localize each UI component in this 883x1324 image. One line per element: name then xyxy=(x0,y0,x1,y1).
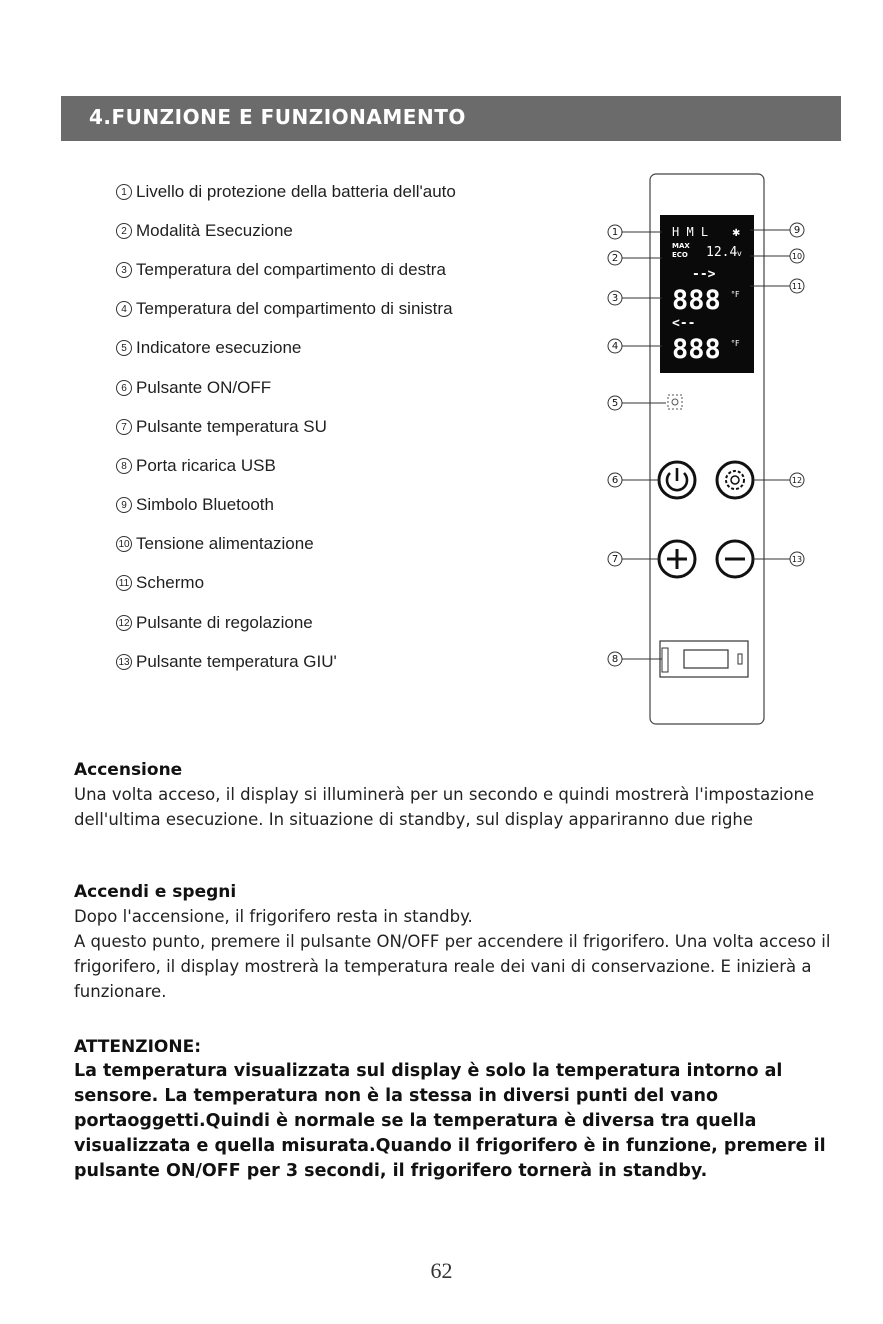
accendi-paragraph-1: Dopo l'accensione, il frigorifero resta in standby. xyxy=(74,907,473,926)
legend-number: 10 xyxy=(116,536,132,552)
temp-down-button[interactable] xyxy=(717,541,753,577)
section-title: 4.FUNZIONE E FUNZIONAMENTO xyxy=(89,105,466,129)
legend-label: Livello di protezione della batteria dell'auto xyxy=(136,181,456,201)
section-header xyxy=(61,96,841,141)
control-panel-diagram xyxy=(600,170,830,730)
attenzione-paragraph: La temperatura visualizzata sul display è solo la temperatura intorno al sensore. La temperatura non è la stessa in diversi punti del vano portaoggetti.Quindi è normale se la temperatura è diversa tra quella visualizzata e quella misurata.Quando il frigorifero è in funzione, premere il pulsante ON/OFF per 3 secondi, il frigorifero tornerà in standby. xyxy=(74,1061,826,1181)
legend-item xyxy=(116,642,456,681)
legend-number: 3 xyxy=(116,262,132,278)
svg-text:4: 4 xyxy=(611,341,619,352)
legend-list xyxy=(116,172,456,681)
temp-up-button[interactable] xyxy=(659,541,695,577)
legend-number: 1 xyxy=(116,184,132,200)
page-number: 62 xyxy=(430,1258,453,1283)
right-temp-unit: °F xyxy=(731,290,740,299)
legend-item xyxy=(116,368,456,407)
svg-text:8: 8 xyxy=(611,654,619,665)
legend-item xyxy=(116,446,456,485)
svg-text:1: 1 xyxy=(611,227,619,238)
legend-number: 7 xyxy=(116,419,132,435)
accensione-paragraph: Una volta acceso, il display si illuminerà per un secondo e quindi mostrerà l'impostazione dell'ultima esecuzione. In situazione di standby, sul display appariranno due righe xyxy=(74,785,815,829)
svg-text:9: 9 xyxy=(793,225,801,236)
legend-number: 11 xyxy=(116,575,132,591)
legend-label: Indicatore esecuzione xyxy=(136,338,302,358)
accendi-section xyxy=(74,880,834,1004)
legend-label: Pulsante di regolazione xyxy=(136,612,313,632)
legend-number: 5 xyxy=(116,340,132,356)
legend-item xyxy=(116,329,456,368)
legend-item xyxy=(116,290,456,329)
legend-item xyxy=(116,603,456,642)
legend-item xyxy=(116,486,456,525)
legend-label: Modalità Esecuzione xyxy=(136,220,293,240)
legend-number: 4 xyxy=(116,301,132,317)
legend-number: 8 xyxy=(116,458,132,474)
right-arrow-icon: --> xyxy=(692,267,716,282)
max-label: MAX xyxy=(672,242,690,250)
legend-label: Temperatura del compartimento di destra xyxy=(136,259,446,279)
svg-text:6: 6 xyxy=(611,475,619,486)
legend-label: Temperatura del compartimento di sinistra xyxy=(136,299,453,319)
accensione-section xyxy=(74,758,834,832)
accendi-paragraph-2: A questo punto, premere il pulsante ON/OFF per accendere il frigorifero. Una volta acceso il frigorifero, il display mostrerà la temperatura reale dei vani di conservazione. E inizierà a funzionare. xyxy=(74,932,831,1001)
accensione-heading: Accensione xyxy=(74,760,183,780)
svg-text:11: 11 xyxy=(791,282,803,291)
legend-number: 6 xyxy=(116,380,132,396)
legend-number: 9 xyxy=(116,497,132,513)
legend-label: Pulsante temperatura GIU' xyxy=(136,651,337,671)
legend-number: 13 xyxy=(116,654,132,670)
svg-text:13: 13 xyxy=(791,555,803,564)
legend-label: Simbolo Bluetooth xyxy=(136,495,274,515)
legend-item xyxy=(116,172,456,211)
legend-label: Pulsante temperatura SU xyxy=(136,416,327,436)
voltage-value: 12.4 xyxy=(706,245,738,260)
legend-number: 2 xyxy=(116,223,132,239)
legend-item xyxy=(116,564,456,603)
voltage-unit: v xyxy=(737,249,742,258)
accendi-heading: Accendi e spegni xyxy=(74,882,237,902)
left-temp-unit: °F xyxy=(731,339,740,348)
usb-port[interactable] xyxy=(660,641,748,677)
settings-button[interactable] xyxy=(717,462,753,498)
attenzione-heading: ATTENZIONE: xyxy=(74,1037,202,1057)
attenzione-section xyxy=(74,1035,834,1184)
power-button[interactable] xyxy=(659,462,695,498)
svg-text:12: 12 xyxy=(791,476,803,485)
svg-text:5: 5 xyxy=(611,398,619,409)
legend-item xyxy=(116,407,456,446)
legend-label: Schermo xyxy=(136,573,205,593)
hml-indicator: H M L xyxy=(672,225,709,239)
left-arrow-icon: <-- xyxy=(672,316,696,331)
legend-item xyxy=(116,250,456,289)
legend-label: Pulsante ON/OFF xyxy=(136,377,272,397)
legend-item xyxy=(116,211,456,250)
svg-text:3: 3 xyxy=(611,293,619,304)
eco-label: ECO xyxy=(672,251,688,259)
bluetooth-icon: ✱ xyxy=(732,228,741,239)
svg-text:10: 10 xyxy=(791,252,803,261)
legend-number: 12 xyxy=(116,615,132,631)
svg-text:7: 7 xyxy=(611,554,619,565)
legend-label: Porta ricarica USB xyxy=(136,455,276,475)
legend-label: Tensione alimentazione xyxy=(136,534,314,554)
left-temp-digits: 888 xyxy=(672,334,721,365)
legend-item xyxy=(116,525,456,564)
svg-text:2: 2 xyxy=(611,253,619,264)
right-temp-digits: 888 xyxy=(672,285,721,316)
